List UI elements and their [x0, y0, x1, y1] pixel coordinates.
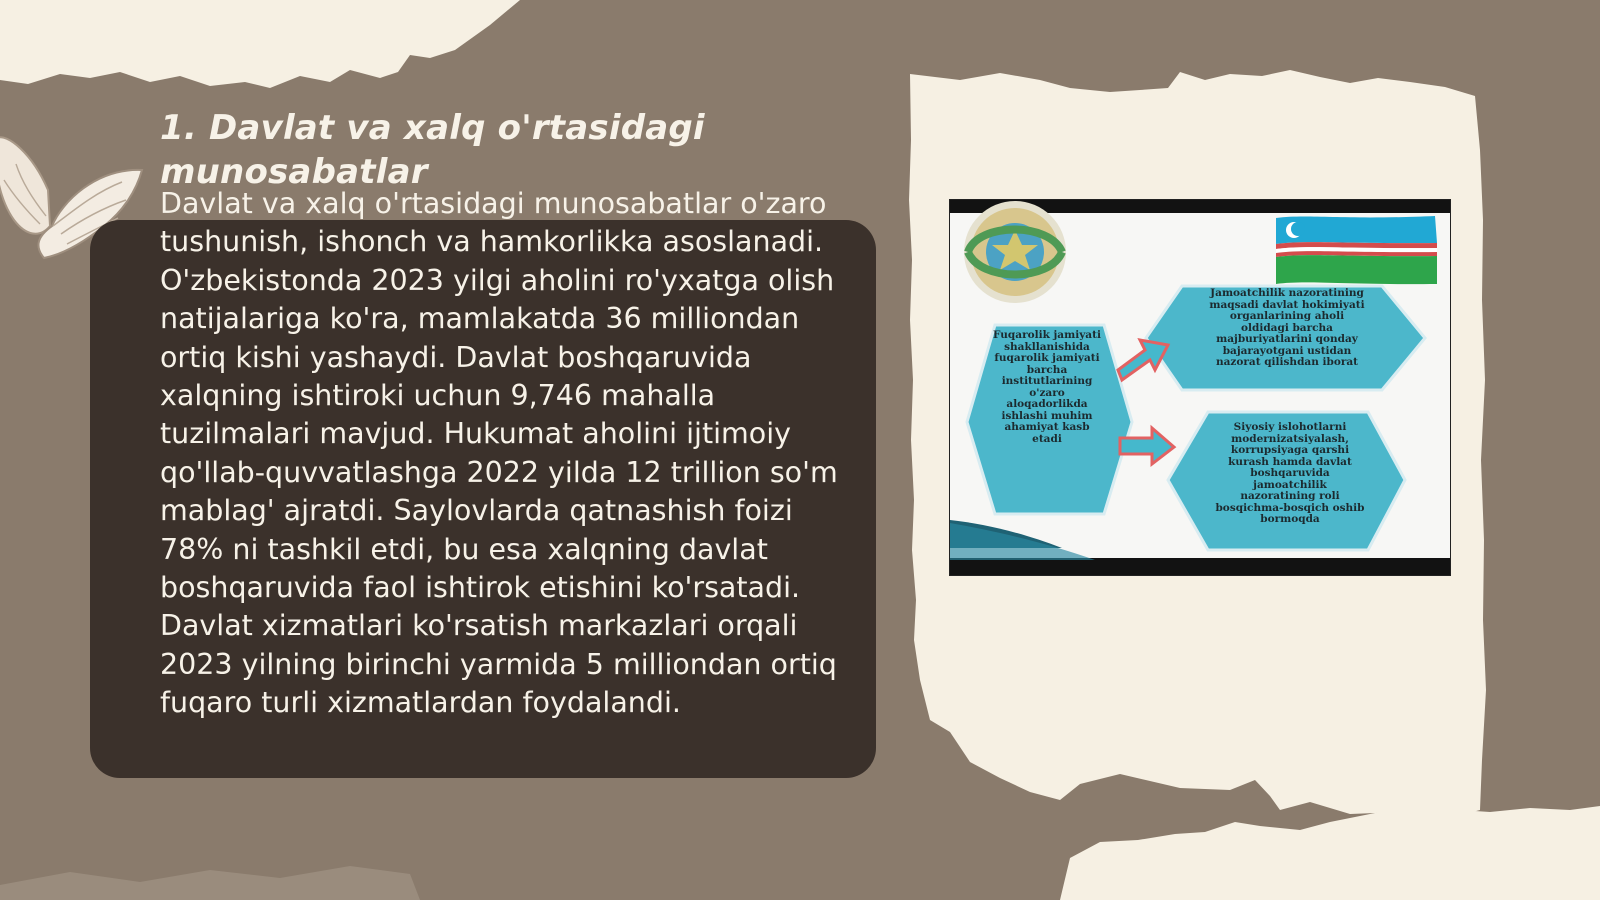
- uzbekistan-flag-icon: [1276, 216, 1437, 284]
- slide-body-text: Davlat va xalq o'rtasidagi munosabatlar o'zaro tushunish, ishonch va hamkorlikka asoslanadi. O'zbekistonda 2023 yilgi aholini ro'yxatga olish natijalariga ko'ra, mamlakatda 36 milliondan ortiq kishi yashaydi. Davlat boshqaruvida xalqning ishtiroki uchun 9,746 mahalla tuzilmalari mavjud. Hukumat aholini ijtimoiy qo'llab-quvvatlashga 2022 yilda 12 trillion so'm mablag' ajratdi. Saylovlarda qatnashish foizi 78% ni tashkil etdi, bu esa xalqning davlat boshqaruvida faol ishtirok etishini ko'rsatadi. Davlat xizmatlari ko'rsatish markazlari orqali 2023 yilning birinchi yarmida 5 milliondan ortiq fuqaro turli xizmatlardan foydalandi.: [160, 187, 838, 720]
- state-emblem-icon: [964, 201, 1066, 303]
- hexagon-top-text: Jamoatchilik nazoratining maqsadi davlat hokimiyati organlarining aholi oldidagi barcha majburiyatlarini qonday bajarayotgani ustidan nazorat qilishdan iborat: [1209, 288, 1365, 368]
- slide-title: 1. Davlat va xalq o'rtasidagi munosabatlar: [160, 108, 705, 192]
- hexagon-bottom-text: Siyosiy islohotlarni modernizatsiyalash, korrupsiyaga qarshi kurash hamda davlat boshqaruvida jamoatchilik nazoratining roli bosqichma-bosqich oshib bormoqda: [1215, 422, 1365, 525]
- illustration-image: [950, 200, 1450, 575]
- hexagon-left-text: Fuqarolik jamiyati shakllanishida fuqarolik jamiyati barcha institutlarining o'zaro aloqadorlikda ishlashi muhim ahamiyat kasb etadi: [993, 330, 1101, 445]
